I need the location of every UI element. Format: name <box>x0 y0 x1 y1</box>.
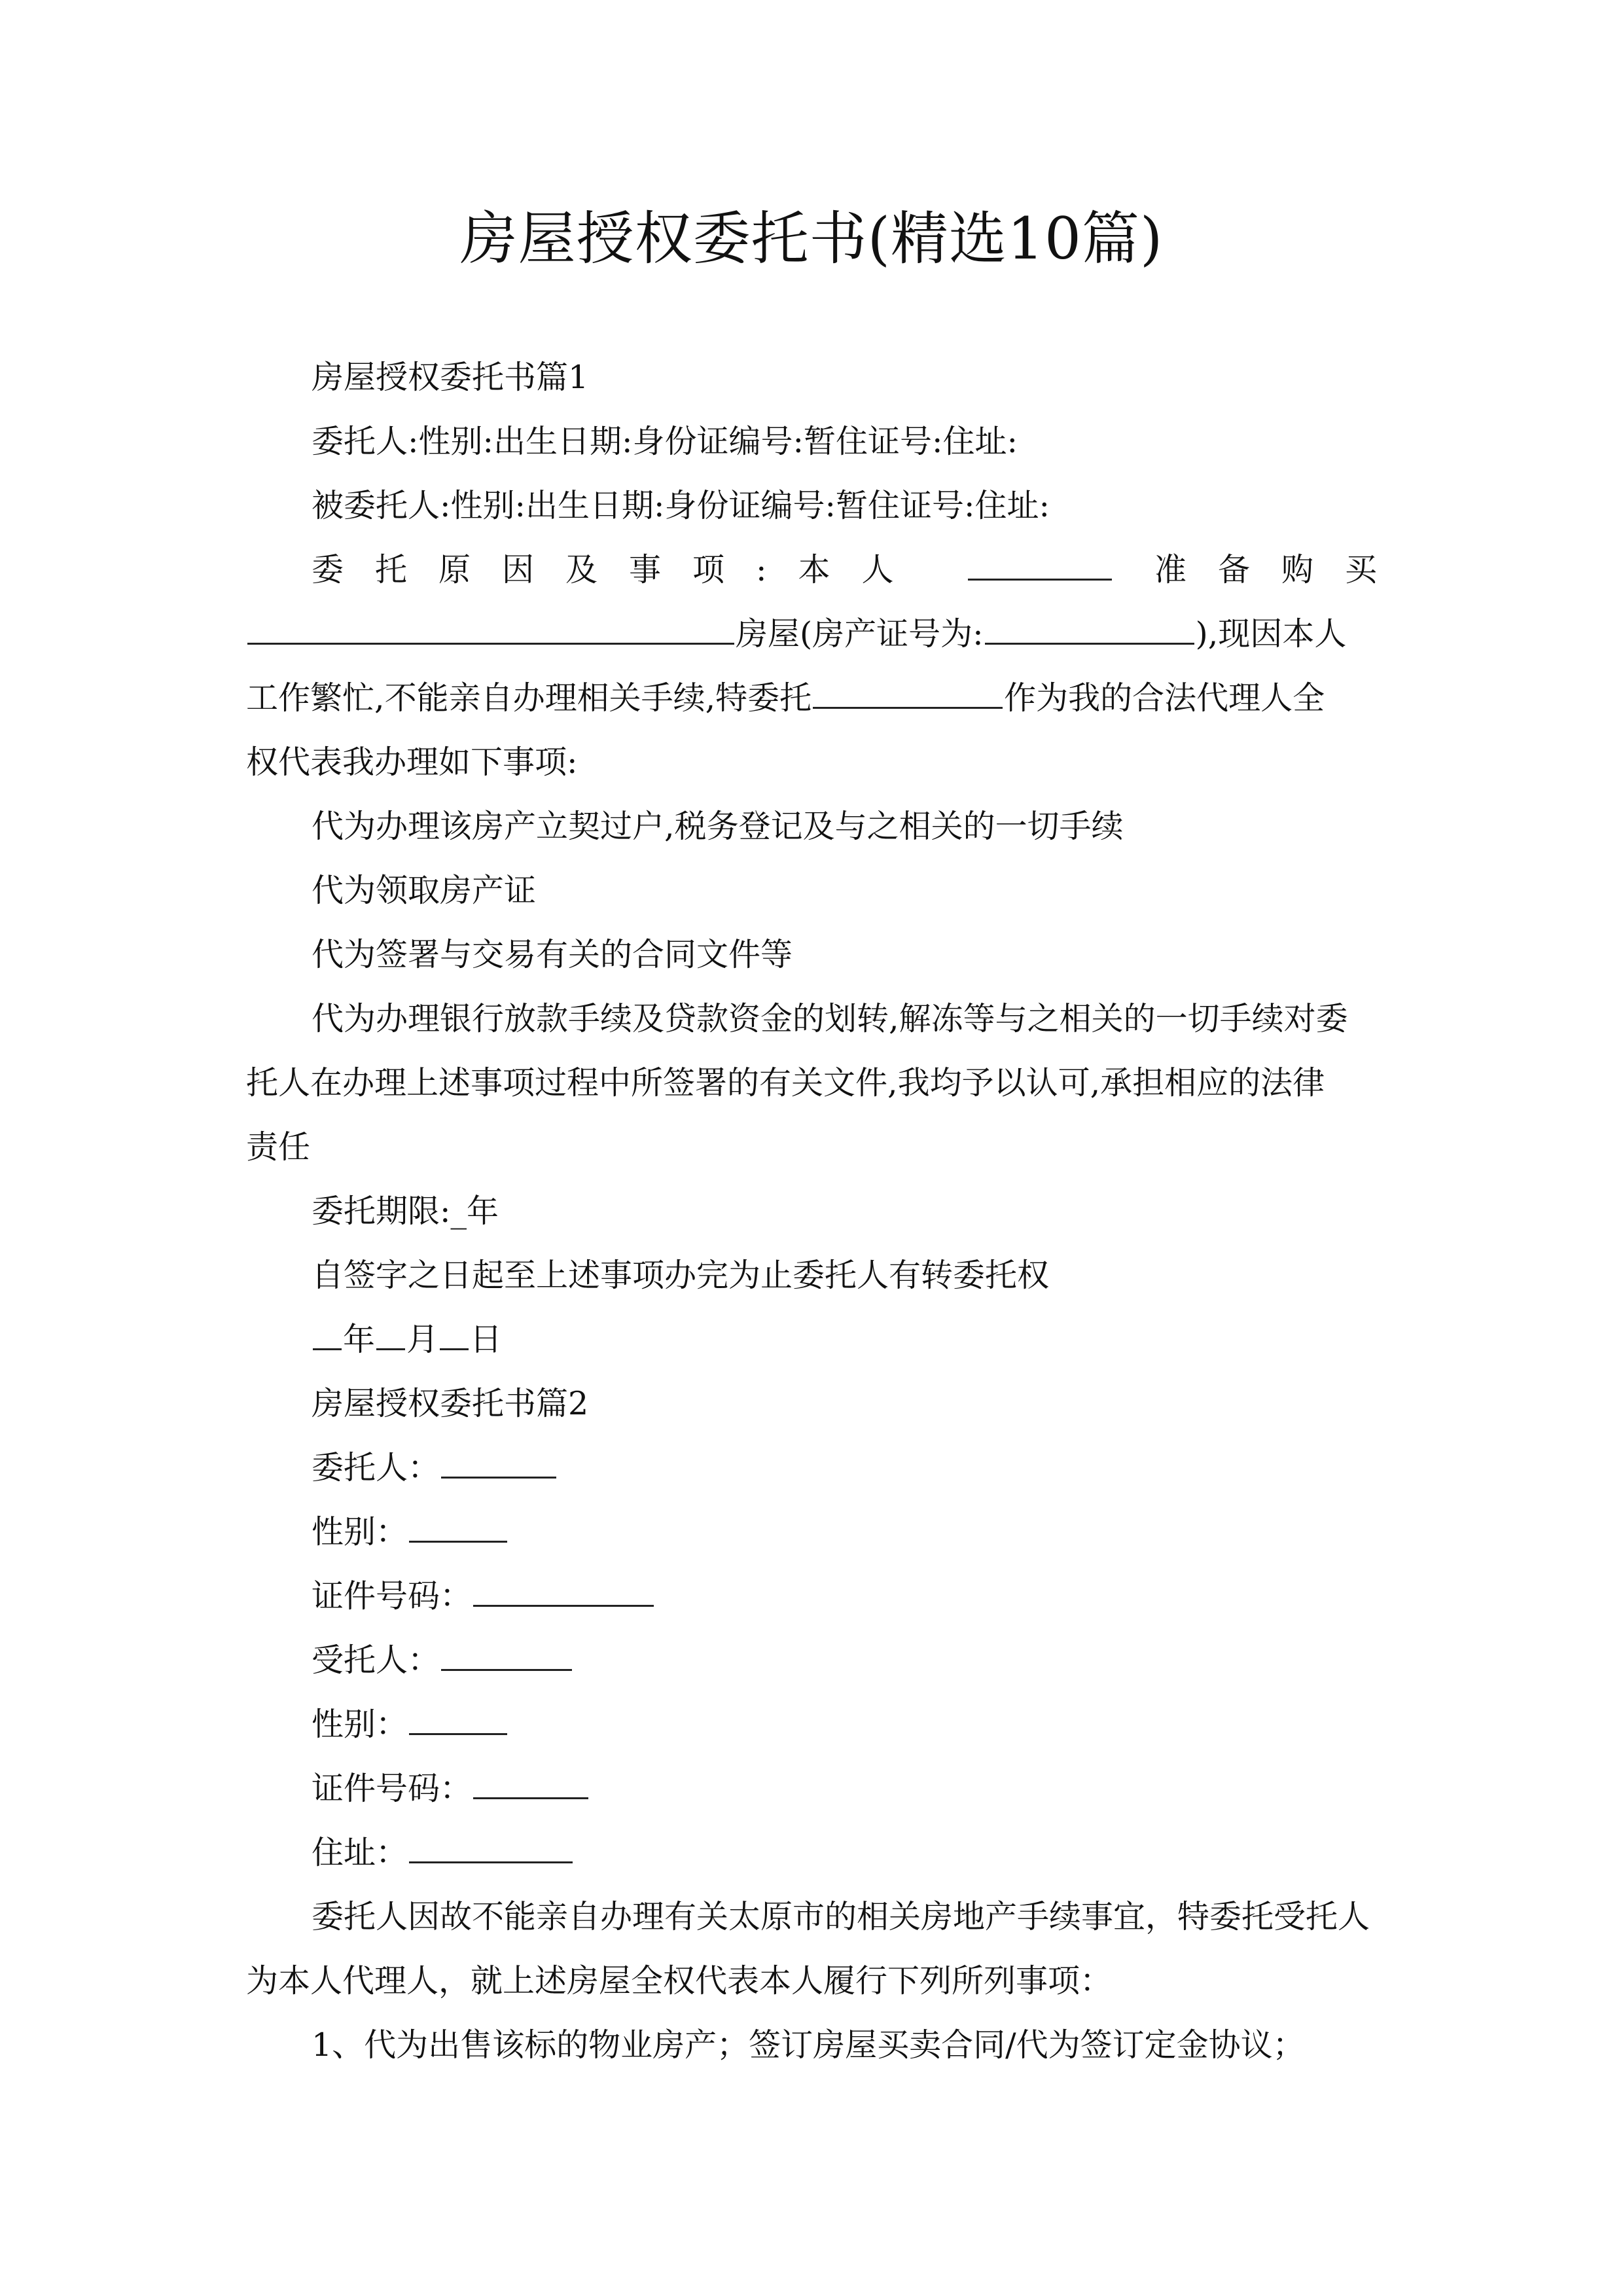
form-field <box>246 1628 1377 1693</box>
fill-blank <box>985 602 1194 645</box>
paragraph: 为本人代理人，就上述房屋全权代表本人履行下列所列事项： <box>246 1962 1113 2000</box>
fill-blank <box>376 1308 405 1350</box>
fill-blank <box>441 1436 556 1479</box>
list-item: 1、代为出售该标的物业房产；签订房屋买卖合同/代为签订定金协议； <box>312 2026 1305 2064</box>
form-field <box>246 1821 1377 1885</box>
paragraph: 自签字之日起至上述事项办完为止委托人有转委托权 <box>312 1257 1050 1294</box>
paragraph: 委托人因故不能亲自办理有关太原市的相关房地产手续事宜，特委托受托人 <box>312 1898 1370 1935</box>
text-span: 工作繁忙,不能亲自办理相关手续,特委托 <box>246 679 812 717</box>
field-label: 住址： <box>312 1834 408 1871</box>
fill-blank <box>409 1500 507 1543</box>
text-span: 年 <box>343 1321 376 1358</box>
paragraph: 被委托人:性别:出生日期:身份证编号:暂住证号:住址: <box>312 487 1050 524</box>
paragraph: 责任 <box>246 1128 311 1166</box>
field-label: 性别： <box>312 1706 408 1743</box>
fill-blank <box>473 1564 654 1607</box>
form-field <box>246 1757 1377 1821</box>
list-item: 代为办理该房产立契过户,税务登记及与之相关的一切手续 <box>312 808 1124 845</box>
field-label: 委托人： <box>312 1449 440 1486</box>
fill-blank <box>247 602 734 645</box>
reason-purchase: 准备购买 <box>1154 551 1408 588</box>
paragraph: 委托人:性别:出生日期:身份证编号:暂住证号:住址: <box>312 423 1018 460</box>
field-label: 受托人： <box>312 1641 440 1679</box>
fill-blank <box>440 1308 469 1350</box>
text-span: 月 <box>406 1321 439 1358</box>
section-heading-1: 房屋授权委托书篇1 <box>312 359 589 396</box>
form-field <box>246 1564 1377 1628</box>
date-line <box>246 1308 1377 1372</box>
paragraph <box>246 602 1377 666</box>
form-field <box>246 1500 1377 1564</box>
text-span: 日 <box>470 1321 503 1358</box>
fill-blank <box>813 666 1003 709</box>
paragraph: 代为办理银行放款手续及贷款资金的划转,解冻等与之相关的一切手续对委 <box>312 1000 1348 1037</box>
list-item: 代为领取房产证 <box>312 872 537 909</box>
field-label: 性别： <box>312 1513 408 1551</box>
field-label: 证件号码： <box>312 1577 473 1615</box>
text-span: 作为我的合法代理人全 <box>1004 679 1325 717</box>
fill-blank <box>473 1757 588 1799</box>
paragraph <box>246 666 1377 730</box>
paragraph: 权代表我办理如下事项: <box>246 744 578 781</box>
field-label: 证件号码： <box>312 1770 473 1807</box>
paragraph-reason <box>246 538 1408 602</box>
text-span: ),现因本人 <box>1195 615 1347 653</box>
fill-blank <box>409 1821 573 1863</box>
paragraph: 委托期限:_年 <box>312 1193 499 1230</box>
fill-blank <box>409 1693 507 1735</box>
section-heading-2: 房屋授权委托书篇2 <box>312 1385 589 1422</box>
paragraph: 托人在办理上述事项过程中所签署的有关文件,我均予以认可,承担相应的法律 <box>246 1064 1325 1102</box>
document-title: 房屋授权委托书(精选10篇) <box>459 205 1164 272</box>
list-item: 代为签署与交易有关的合同文件等 <box>312 936 793 973</box>
fill-blank <box>313 1308 342 1350</box>
fill-blank <box>441 1628 572 1671</box>
form-field <box>246 1693 1377 1757</box>
form-field <box>246 1436 1377 1500</box>
reason-label: 委托原因及事项:本人 <box>312 551 925 588</box>
text-span: 房屋(房产证号为: <box>736 615 984 653</box>
fill-blank <box>968 538 1112 581</box>
